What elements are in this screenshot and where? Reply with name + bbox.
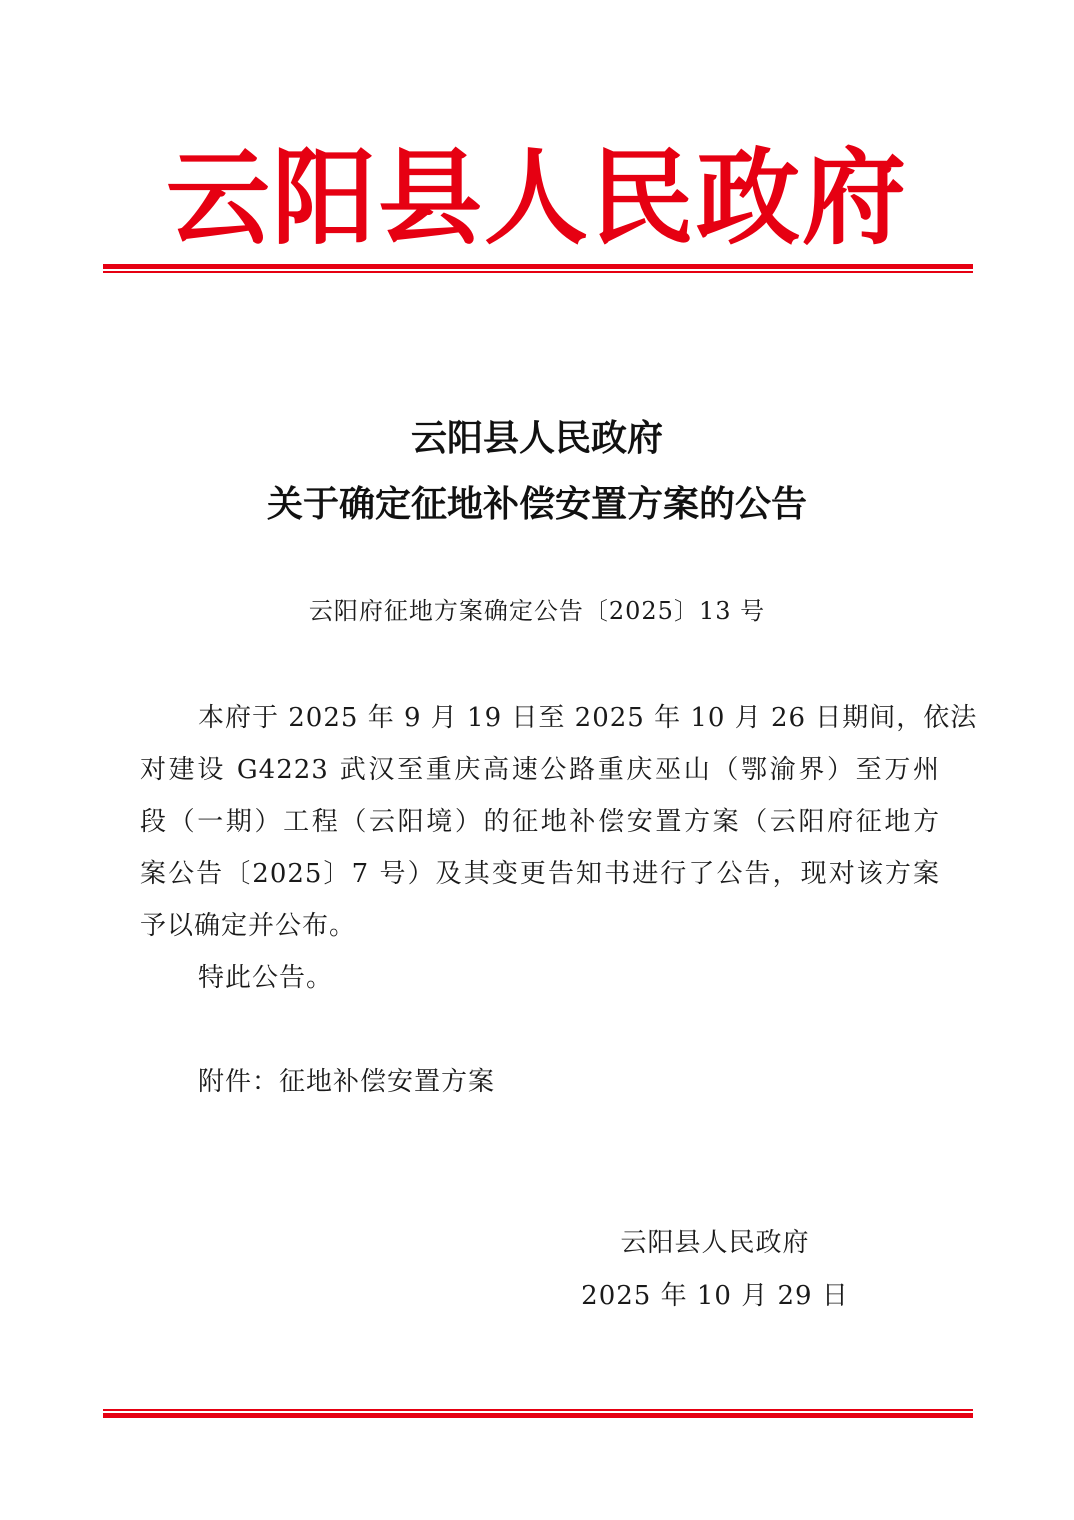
attachment-text: 附件：征地补偿安置方案 <box>198 1067 496 1097</box>
closing-text: 特此公告。 <box>198 963 334 993</box>
attachment-note <box>140 1056 940 1108</box>
masthead-title: 云阳县人民政府 <box>165 136 908 259</box>
signature-date: 2025 年 10 月 29 日 <box>581 1281 849 1311</box>
announcement-title-line-2: 关于确定征地补偿安置方案的公告 <box>266 483 807 525</box>
closing-statement <box>140 952 940 1004</box>
body-line: 段（一期）工程（云阳境）的征地补偿安置方案（云阳府征地方 <box>140 807 940 837</box>
announcement-body <box>140 692 978 952</box>
document-number: 云阳府征地方案确定公告〔2025〕13 号 <box>308 597 766 625</box>
body-line: 对建设 G4223 武汉至重庆高速公路重庆巫山（鄂渝界）至万州 <box>140 755 940 785</box>
body-line: 案公告〔2025〕7 号）及其变更告知书进行了公告，现对该方案 <box>140 859 940 889</box>
masthead-red-rule <box>103 264 973 273</box>
signature-organization: 云阳县人民政府 <box>620 1228 810 1258</box>
announcement-title-line-1: 云阳县人民政府 <box>410 417 663 459</box>
body-line: 予以确定并公布。 <box>140 911 357 941</box>
footer-red-rule <box>103 1409 973 1418</box>
body-line: 本府于 2025 年 9 月 19 日至 2025 年 10 月 26 日期间，依法 <box>198 703 978 733</box>
